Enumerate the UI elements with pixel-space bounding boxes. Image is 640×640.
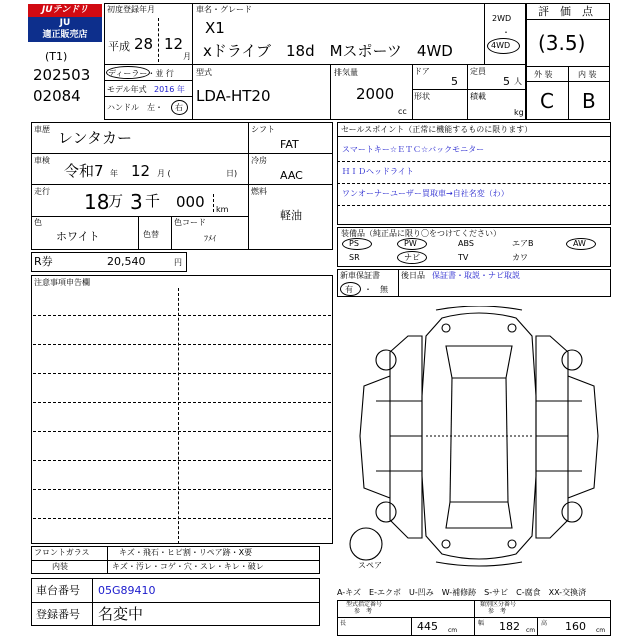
sales-point-2: ＨＩＤヘッドライト	[342, 167, 414, 176]
color-code-value: ﾌﾒｲ	[204, 234, 216, 243]
width-label: 幅	[478, 620, 485, 627]
dealer-logo	[28, 4, 102, 44]
capacity-value: 5	[503, 75, 510, 88]
inspection-year-unit: 年	[110, 169, 118, 178]
windshield-label: フロントガラス	[34, 548, 90, 557]
handle-label: ハンドル 左・	[107, 103, 163, 112]
recycle-value: 20,540	[107, 255, 146, 268]
loading-unit: kg	[514, 108, 524, 117]
inspection-day-unit: 日)	[226, 169, 238, 178]
katashiki-value: LDA-HT20	[196, 87, 271, 105]
logo-line3: 適正販売店	[28, 29, 102, 42]
equip-ps: PS	[349, 239, 359, 248]
sales-points-label: セールスポイント（正常に機能するものに限ります）	[341, 125, 533, 134]
equip-sr: SR	[349, 253, 360, 262]
interior-label: 内装	[52, 562, 68, 571]
chassis-value: 05G89410	[98, 584, 156, 597]
history-value: レンタカー	[58, 129, 133, 147]
height-value: 160	[565, 620, 586, 633]
interior-value: キズ・汚レ・コゲ・穴・スレ・キレ・破レ	[112, 562, 264, 571]
drive-4wd: 4WD	[491, 41, 511, 50]
mileage-man: 18	[84, 190, 110, 214]
color-change-label: 色替	[143, 230, 159, 239]
length-label: 長	[340, 620, 347, 627]
inspection-month-unit: 月 (	[157, 169, 171, 178]
exterior-score: C	[540, 89, 554, 113]
windshield-value: キズ・飛石・ヒビ割・リペア跡・X要	[119, 548, 253, 557]
history-label: 車歴	[34, 125, 50, 134]
score-label: 評 価 点	[538, 5, 593, 18]
length-value: 445	[417, 620, 438, 633]
fuel-value: 軽油	[280, 209, 302, 222]
width-unit: cm	[526, 627, 536, 634]
reg-year: 28	[134, 35, 154, 53]
equip-tv: TV	[458, 253, 469, 262]
mileage-sen-unit: 千	[145, 192, 161, 210]
sales-point-1: スマートキー☆ＥＴＣ☆バックモニター	[342, 145, 485, 154]
fuel-label: 燃料	[251, 187, 267, 196]
reg-month: 12	[164, 35, 184, 53]
equip-aw: AW	[573, 239, 586, 248]
car-damage-diagram	[346, 306, 612, 568]
displacement-value: 2000	[356, 85, 395, 103]
warranty-no: 無	[380, 285, 388, 294]
reg-label: 初度登録年月	[107, 5, 155, 14]
sales-point-3: ワンオーナーユーザー買取車→自社名変（わ）	[342, 189, 509, 198]
model-year-value: 2016 年	[154, 85, 185, 94]
katashiki-label: 型式	[196, 68, 212, 77]
loading-label: 積載	[470, 92, 486, 101]
notes-label: 注意事項申告欄	[34, 278, 90, 287]
cert-ref: 参 考	[354, 608, 373, 615]
exterior-label: 外 装	[534, 70, 553, 79]
mileage-label: 走行	[34, 187, 50, 196]
equip-airbag: エアB	[512, 239, 534, 248]
handle-value: 右	[175, 103, 183, 112]
inspection-era: 令和7	[64, 162, 104, 180]
reg-era: 平成	[108, 40, 130, 53]
mileage-rest: 000	[176, 193, 205, 211]
color-label: 色	[34, 218, 42, 227]
inspection-label: 車検	[34, 156, 50, 165]
interior-score-label: 内 装	[578, 70, 597, 79]
doors-value: 5	[451, 75, 458, 88]
warranty-sep: ・	[364, 285, 372, 294]
ac-label: 冷房	[251, 156, 267, 165]
recycle-unit: 円	[174, 258, 182, 267]
logo-line2: JU	[28, 17, 102, 29]
mileage-man-unit: 万	[108, 192, 124, 210]
model-year: モデル年式	[107, 85, 147, 94]
registration-value: 名変中	[98, 605, 144, 623]
recycle-label: R券	[34, 255, 53, 268]
lot-number-2: 02084	[33, 87, 81, 105]
equipment-label: 装備品（純正品に限り〇をつけてください）	[341, 229, 501, 238]
displacement-label: 排気量	[334, 68, 358, 77]
after-sales-label: 後日品	[401, 271, 425, 280]
lot-number-1: 202503	[33, 66, 91, 84]
equip-abs: ABS	[458, 239, 474, 248]
damage-legend: A-キズ E-エクボ U-凹み W-補修跡 S-サビ C-腐食 XX-交換済	[337, 588, 587, 597]
score-value: (3.5)	[538, 31, 586, 55]
class-label: 類別区分番号	[480, 601, 517, 608]
car-name-label: 車名・グレード	[196, 5, 252, 14]
warranty-yes: 有	[345, 285, 353, 294]
mileage-unit: km	[216, 205, 229, 214]
logo-line1: JUテンドリ	[28, 4, 102, 17]
warranty-label: 新車保証書	[340, 271, 380, 280]
width-value: 182	[499, 620, 520, 633]
shape-label: 形状	[414, 92, 430, 101]
class-ref: 参 考	[488, 608, 507, 615]
height-label: 高	[541, 620, 548, 627]
interior-score: B	[582, 89, 596, 113]
after-sales-value: 保証書・取説・ナビ取説	[432, 271, 520, 280]
capacity-unit: 人	[514, 77, 522, 86]
spare-label: スペア	[358, 561, 382, 570]
registration-label: 登録番号	[36, 608, 80, 621]
length-unit: cm	[448, 627, 458, 634]
car-grade: xドライブ 18d Mスポーツ 4WD	[203, 42, 453, 60]
equip-pw: PW	[404, 239, 417, 248]
displacement-unit: cc	[398, 107, 407, 116]
shift-value: FAT	[280, 138, 299, 151]
color-code-label: 色コード	[174, 218, 206, 227]
height-unit: cm	[596, 627, 606, 634]
cert-label: 型式指定番号	[346, 601, 383, 608]
shift-label: シフト	[251, 125, 275, 134]
chassis-label: 車台番号	[36, 584, 80, 597]
lot-code: (T1)	[45, 50, 68, 63]
car-name: X1	[205, 19, 225, 37]
drive-dot: ・	[502, 28, 510, 37]
ac-value: AAC	[280, 169, 303, 182]
drive-2wd: 2WD	[492, 14, 512, 23]
equip-leather: カワ	[512, 253, 528, 262]
doors-label: ドア	[414, 67, 430, 76]
mileage-sen: 3	[130, 190, 143, 214]
header-frame	[104, 3, 526, 120]
inspection-month: 12	[131, 162, 151, 180]
color-value: ホワイト	[56, 230, 100, 243]
dealer-label: ディーラー・並 行	[108, 69, 174, 78]
reg-month-unit: 月	[183, 52, 191, 61]
capacity-label: 定員	[470, 67, 486, 76]
equip-navi: ナビ	[404, 253, 420, 262]
